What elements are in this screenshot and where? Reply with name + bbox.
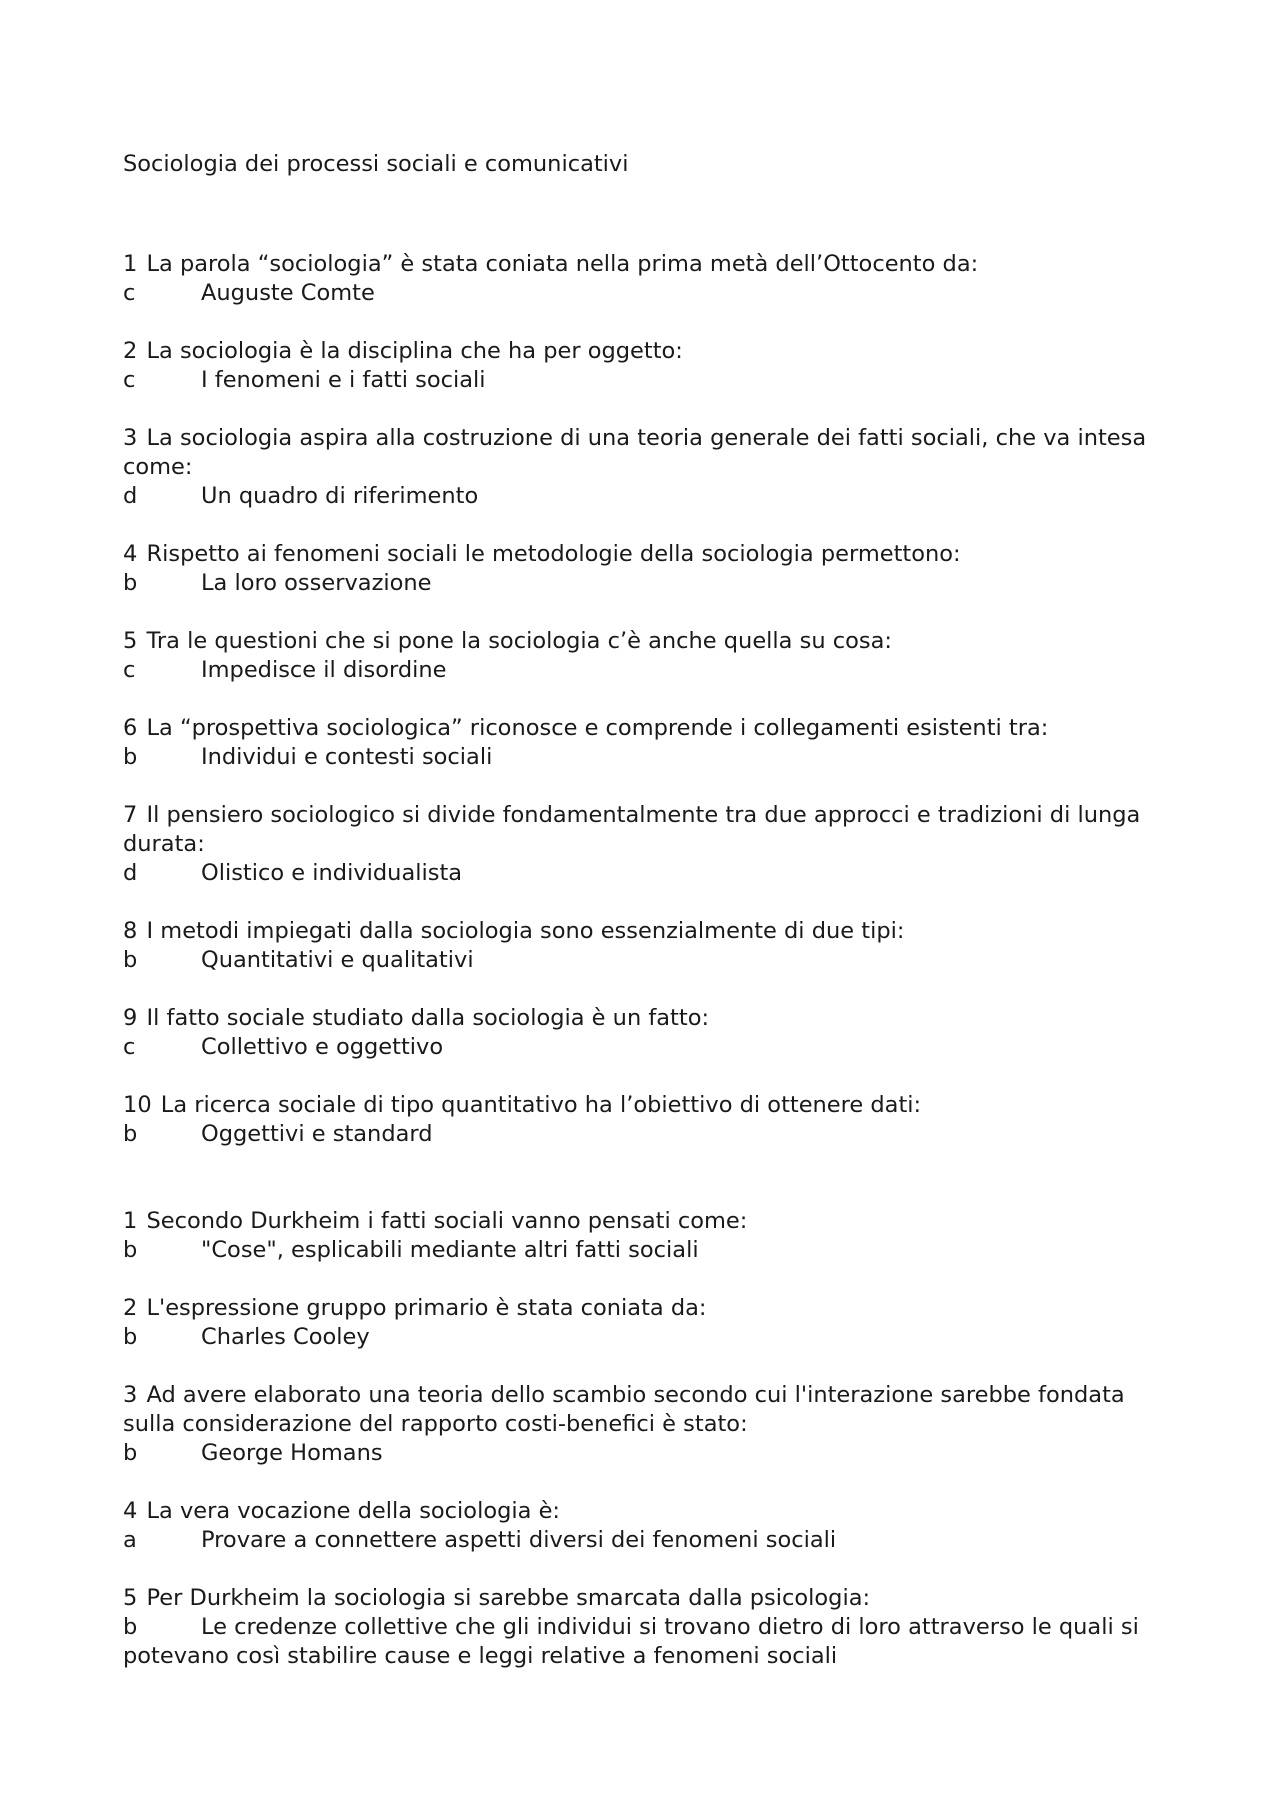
- question-text: [123, 1207, 1173, 1236]
- question-section-2: [123, 1207, 1173, 1671]
- question-label: Rispetto ai fenomeni sociali le metodologie della sociologia permettono:: [146, 541, 961, 567]
- answer-line: [123, 743, 1173, 772]
- question-label: Ad avere elaborato una teoria dello scambio secondo cui l'interazione sarebbe fondata sulla considerazione del rapporto costi-benefici è stato:: [123, 1382, 1125, 1437]
- question-label: La sociologia è la disciplina che ha per oggetto:: [146, 338, 683, 364]
- question-text: [123, 1294, 1173, 1323]
- answer-letter: b: [123, 947, 138, 973]
- question-number: 1: [123, 1208, 138, 1234]
- question-text: [123, 337, 1173, 366]
- answer-text: La loro osservazione: [201, 570, 432, 596]
- answer-line: [123, 1526, 1173, 1555]
- question-number: 5: [123, 628, 138, 654]
- question-text: [123, 1091, 1173, 1120]
- answer-text: Impedisce il disordine: [201, 657, 447, 683]
- question-number: 8: [123, 918, 138, 944]
- answer-letter: c: [123, 1034, 136, 1060]
- question-text: [123, 540, 1173, 569]
- question-item: [123, 250, 1173, 308]
- document-page: [123, 150, 1173, 1700]
- answer-letter: b: [123, 570, 138, 596]
- question-label: La “prospettiva sociologica” riconosce e comprende i collegamenti esistenti tra:: [146, 715, 1049, 741]
- answer-text: Olistico e individualista: [201, 860, 463, 886]
- answer-letter: b: [123, 1324, 138, 1350]
- question-text: [123, 1381, 1173, 1439]
- answer-letter: c: [123, 280, 136, 306]
- answer-letter: d: [123, 483, 138, 509]
- answer-letter: b: [123, 744, 138, 770]
- question-text: [123, 627, 1173, 656]
- question-text: [123, 714, 1173, 743]
- question-number: 9: [123, 1005, 138, 1031]
- question-item: [123, 1497, 1173, 1555]
- answer-text: Auguste Comte: [201, 280, 375, 306]
- question-label: Il fatto sociale studiato dalla sociologia è un fatto:: [146, 1005, 710, 1031]
- question-text: [123, 917, 1173, 946]
- question-label: La vera vocazione della sociologia è:: [146, 1498, 560, 1524]
- question-number: 3: [123, 1382, 138, 1408]
- question-label: Secondo Durkheim i fatti sociali vanno pensati come:: [146, 1208, 748, 1234]
- question-item: [123, 714, 1173, 772]
- question-text: [123, 1004, 1173, 1033]
- answer-line: [123, 279, 1173, 308]
- question-number: 4: [123, 1498, 138, 1524]
- question-item: [123, 627, 1173, 685]
- question-number: 2: [123, 338, 138, 364]
- answer-letter: d: [123, 860, 138, 886]
- answer-letter: a: [123, 1527, 137, 1553]
- answer-letter: c: [123, 657, 136, 683]
- question-label: La ricerca sociale di tipo quantitativo ha l’obiettivo di ottenere dati:: [160, 1092, 922, 1118]
- question-item: [123, 1004, 1173, 1062]
- answer-line: [123, 482, 1173, 511]
- question-number: 7: [123, 802, 138, 828]
- question-label: Tra le questioni che si pone la sociologia c’è anche quella su cosa:: [146, 628, 892, 654]
- answer-line: [123, 656, 1173, 685]
- answer-line: [123, 1236, 1173, 1265]
- question-number: 3: [123, 425, 138, 451]
- question-number: 4: [123, 541, 138, 567]
- question-item: [123, 424, 1173, 511]
- page-title: Sociologia dei processi sociali e comunicativi: [123, 151, 629, 177]
- answer-line: [123, 946, 1173, 975]
- question-item: [123, 917, 1173, 975]
- question-label: La sociologia aspira alla costruzione di una teoria generale dei fatti sociali, che va intesa come:: [123, 425, 1147, 480]
- question-number: 10: [123, 1092, 152, 1118]
- question-label: Per Durkheim la sociologia si sarebbe smarcata dalla psicologia:: [146, 1585, 871, 1611]
- answer-line: [123, 1033, 1173, 1062]
- question-section-1: [123, 250, 1173, 1149]
- question-number: 2: [123, 1295, 138, 1321]
- question-label: L'espressione gruppo primario è stata coniata da:: [146, 1295, 707, 1321]
- answer-text: I fenomeni e i fatti sociali: [201, 367, 486, 393]
- answer-letter: b: [123, 1121, 138, 1147]
- question-item: [123, 1381, 1173, 1468]
- answer-text: "Cose", esplicabili mediante altri fatti sociali: [201, 1237, 699, 1263]
- question-text: [123, 1584, 1173, 1613]
- answer-line: [123, 1323, 1173, 1352]
- question-text: [123, 424, 1173, 482]
- answer-line: [123, 1439, 1173, 1468]
- answer-line: [123, 1120, 1173, 1149]
- question-item: [123, 1294, 1173, 1352]
- question-label: Il pensiero sociologico si divide fondamentalmente tra due approcci e tradizioni di lunga durata:: [123, 802, 1141, 857]
- question-text: [123, 1497, 1173, 1526]
- answer-letter: b: [123, 1440, 138, 1466]
- question-text: [123, 250, 1173, 279]
- question-item: [123, 1584, 1173, 1671]
- answer-text: Quantitativi e qualitativi: [201, 947, 474, 973]
- answer-line: [123, 366, 1173, 395]
- answer-letter: b: [123, 1237, 138, 1263]
- answer-text: Charles Cooley: [201, 1324, 370, 1350]
- question-text: [123, 801, 1173, 859]
- question-item: [123, 1091, 1173, 1149]
- question-label: I metodi impiegati dalla sociologia sono essenzialmente di due tipi:: [146, 918, 905, 944]
- question-number: 5: [123, 1585, 138, 1611]
- question-label: La parola “sociologia” è stata coniata nella prima metà dell’Ottocento da:: [146, 251, 979, 277]
- answer-text: Provare a connettere aspetti diversi dei fenomeni sociali: [201, 1527, 837, 1553]
- answer-letter: b: [123, 1614, 138, 1640]
- answer-letter: c: [123, 367, 136, 393]
- question-item: [123, 337, 1173, 395]
- question-number: 1: [123, 251, 138, 277]
- question-item: [123, 801, 1173, 888]
- question-number: 6: [123, 715, 138, 741]
- answer-text: Oggettivi e standard: [201, 1121, 433, 1147]
- answer-text: Collettivo e oggettivo: [201, 1034, 444, 1060]
- answer-text: George Homans: [201, 1440, 383, 1466]
- question-item: [123, 1207, 1173, 1265]
- answer-text: Individui e contesti sociali: [201, 744, 493, 770]
- answer-text: Le credenze collettive che gli individui si trovano dietro di loro attraverso le quali si potevano così stabilire cause e leggi relative a fenomeni sociali: [123, 1614, 1139, 1669]
- answer-line: [123, 1613, 1173, 1671]
- answer-text: Un quadro di riferimento: [201, 483, 479, 509]
- answer-line: [123, 859, 1173, 888]
- question-item: [123, 540, 1173, 598]
- answer-line: [123, 569, 1173, 598]
